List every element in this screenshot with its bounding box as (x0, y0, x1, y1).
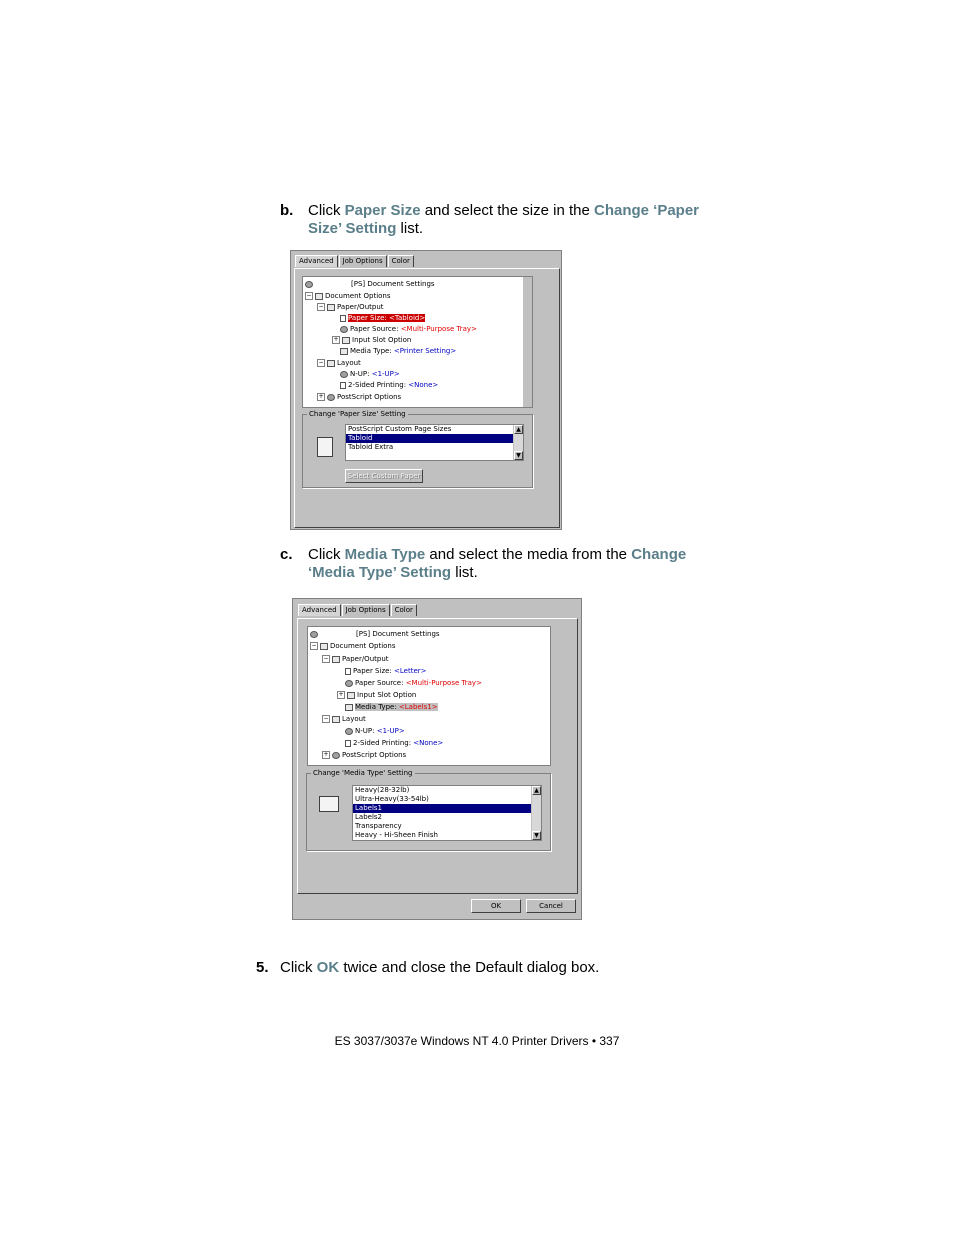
media-type-dialog (292, 598, 582, 920)
tree-value: <Multi-Purpose Tray> (400, 325, 477, 333)
tree-two-sided[interactable] (340, 380, 438, 390)
list-item-selected[interactable]: Labels1 (353, 804, 541, 813)
paper-icon (317, 437, 333, 457)
list-scrollbar[interactable] (513, 425, 523, 460)
tree-label: Paper Source: (350, 325, 401, 333)
tree-label: Layout (342, 715, 366, 723)
scroll-down-icon[interactable]: ▼ (532, 831, 541, 840)
printer-icon (310, 631, 318, 638)
list-item[interactable]: Transparency (355, 822, 402, 830)
folder-icon (332, 656, 340, 663)
paper-size-selected (348, 314, 425, 322)
folder-icon (320, 643, 328, 650)
step-number: b. (280, 202, 294, 219)
step-text-post: list. (396, 220, 424, 237)
media-icon (340, 348, 348, 355)
tree-two-sided[interactable] (345, 738, 443, 748)
tree-media-type[interactable] (340, 346, 456, 356)
tab-advanced[interactable]: Advanced (295, 255, 338, 267)
step-text-pre: Click (308, 546, 345, 563)
tab-bar (295, 255, 415, 267)
document-icon (340, 315, 346, 322)
tree-nup[interactable] (345, 726, 405, 736)
step-number: 5. (256, 959, 269, 976)
step-text-mid: and select the media from the (425, 546, 632, 563)
media-icon (345, 704, 353, 711)
tree-paper-size[interactable] (340, 313, 425, 323)
list-item-selected[interactable]: Tabloid (346, 434, 523, 443)
scroll-up-icon[interactable]: ▲ (532, 786, 541, 795)
tree-document-options[interactable] (305, 291, 391, 301)
paper-size-dialog (290, 250, 562, 530)
tree-paper-source[interactable] (345, 678, 482, 688)
settings-tree[interactable] (302, 276, 533, 408)
settings-icon (327, 394, 335, 401)
list-item[interactable]: Heavy(28-32lb) (355, 786, 410, 794)
tree-label: N-UP: (350, 370, 372, 378)
tab-color[interactable]: Color (391, 604, 417, 616)
page-footer: ES 3037/3037e Windows NT 4.0 Printer Drivers • 337 (334, 1034, 620, 1048)
tray-icon (340, 326, 348, 333)
tab-color[interactable]: Color (388, 255, 414, 267)
media-tray-icon (319, 796, 339, 812)
tree-label: N-UP: (355, 727, 377, 735)
nup-icon (345, 728, 353, 735)
collapse-icon[interactable]: − (311, 642, 317, 649)
tree-media-type[interactable] (345, 702, 438, 712)
tree-scrollbar[interactable] (523, 277, 532, 407)
tab-advanced[interactable]: Advanced (298, 604, 341, 616)
tree-label: Paper/Output (337, 303, 384, 311)
tab-job-options[interactable]: Job Options (339, 255, 387, 267)
tree-label: Paper Source: (355, 679, 406, 687)
keyword-media-type: Media Type (344, 546, 426, 563)
tree-value: <Printer Setting> (393, 347, 457, 355)
expand-icon[interactable]: + (333, 336, 339, 343)
tree-paper-source[interactable] (340, 324, 477, 334)
tree-input-slot[interactable] (332, 335, 411, 345)
tree-value: <Tabloid> (389, 314, 426, 322)
tree-root-label: [PS] Document Settings (351, 280, 435, 288)
keyword-media-type-setting: ‘Media Type’ Setting (308, 564, 452, 581)
expand-icon[interactable]: + (323, 751, 329, 758)
step-text (280, 959, 599, 977)
settings-icon (332, 752, 340, 759)
tree-paper-output[interactable] (317, 302, 384, 312)
folder-icon (347, 692, 355, 699)
tree-layout[interactable] (317, 358, 361, 368)
document-icon (345, 668, 351, 675)
tree-postscript-options[interactable] (322, 750, 406, 760)
tree-label: Layout (337, 359, 361, 367)
collapse-icon[interactable]: − (318, 359, 324, 366)
tree-postscript-options[interactable] (317, 392, 401, 402)
change-media-type-group (306, 769, 551, 851)
group-label: Change 'Media Type' Setting (313, 769, 413, 777)
step-text-mid: and select the size in the (420, 202, 594, 219)
tree-document-options[interactable] (310, 641, 396, 651)
tree-label: 2-Sided Printing: (348, 381, 409, 389)
step-text-pre: Click (280, 959, 317, 976)
list-item[interactable]: Tabloid Extra (348, 443, 394, 451)
collapse-icon[interactable]: − (323, 655, 329, 662)
step-number: c. (280, 546, 293, 563)
collapse-icon[interactable]: − (306, 292, 312, 299)
tree-value: <Labels1> (398, 703, 438, 711)
tree-label: Input Slot Option (357, 691, 417, 699)
tree-root[interactable] (310, 629, 440, 639)
tree-value: <None> (413, 739, 444, 747)
list-item[interactable]: Ultra-Heavy(33-54lb) (355, 795, 429, 803)
keyword-change: Change (631, 546, 687, 563)
keyword-change-setting: Change ‘Paper (593, 202, 700, 219)
printer-icon (305, 281, 313, 288)
tree-value: <1-UP> (371, 370, 400, 378)
step-text-post: twice and close the Default dialog box. (339, 959, 600, 976)
step-5 (256, 959, 736, 979)
tree-label: Input Slot Option (352, 336, 412, 344)
settings-tree[interactable] (307, 626, 551, 766)
keyword-ok: OK (316, 959, 340, 976)
expand-icon[interactable]: + (338, 691, 344, 698)
list-scrollbar[interactable] (531, 786, 541, 840)
collapse-icon[interactable]: − (323, 715, 329, 722)
cancel-button[interactable]: Cancel (526, 899, 576, 913)
tree-layout[interactable] (322, 714, 366, 724)
group-label: Change 'Paper Size' Setting (309, 410, 406, 418)
tree-label: Media Type: (350, 347, 394, 355)
folder-icon (342, 337, 350, 344)
step-text-post: list. (451, 564, 478, 581)
folder-icon (315, 293, 323, 300)
collapse-icon[interactable]: − (318, 303, 324, 310)
tree-label: Document Options (325, 292, 391, 300)
keyword-change-setting-cont: Size’ Setting (308, 220, 397, 237)
tree-label: PostScript Options (342, 751, 407, 759)
tree-value: <Multi-Purpose Tray> (405, 679, 482, 687)
step-b (280, 202, 740, 242)
tree-label: 2-Sided Printing: (353, 739, 414, 747)
list-item[interactable]: PostScript Custom Page Sizes (348, 425, 452, 433)
ok-button[interactable]: OK (471, 899, 521, 913)
step-text-pre: Click (308, 202, 345, 219)
tree-value: <None> (408, 381, 439, 389)
tree-paper-output[interactable] (322, 654, 389, 664)
change-paper-size-group (302, 410, 533, 488)
tray-icon (345, 680, 353, 687)
scroll-up-icon[interactable]: ▲ (514, 425, 523, 434)
folder-icon (327, 304, 335, 311)
tree-root-label: [PS] Document Settings (356, 630, 440, 638)
tree-label: PostScript Options (337, 393, 402, 401)
list-item[interactable]: Heavy - Hi-Sheen Finish (355, 831, 438, 839)
tree-root[interactable] (305, 279, 435, 289)
scroll-down-icon[interactable]: ▼ (514, 451, 523, 460)
tab-job-options[interactable]: Job Options (342, 604, 390, 616)
step-text (308, 546, 686, 582)
tree-label: Paper Size: (348, 314, 390, 322)
step-c (280, 546, 740, 586)
folder-icon (332, 716, 340, 723)
keyword-paper-size: Paper Size (344, 202, 421, 219)
list-item[interactable]: Labels2 (355, 813, 382, 821)
tree-label: Paper/Output (342, 655, 389, 663)
paper-size-list[interactable] (345, 424, 524, 461)
tab-bar (298, 604, 418, 616)
nup-icon (340, 371, 348, 378)
tree-label: Media Type: (355, 703, 399, 711)
tree-nup[interactable] (340, 369, 400, 379)
tree-input-slot[interactable] (337, 690, 416, 700)
tree-label: Paper Size: (353, 667, 395, 675)
duplex-icon (340, 382, 346, 389)
folder-icon (327, 360, 335, 367)
media-type-list[interactable] (352, 785, 542, 841)
tree-paper-size[interactable] (345, 666, 427, 676)
tree-value: <Letter> (394, 667, 427, 675)
select-custom-paper-button[interactable]: Select Custom Paper (345, 469, 423, 483)
expand-icon[interactable]: + (318, 393, 324, 400)
tree-label: Document Options (330, 642, 396, 650)
step-text (308, 202, 699, 238)
tree-value: <1-UP> (376, 727, 405, 735)
duplex-icon (345, 740, 351, 747)
media-type-selected (355, 703, 438, 711)
